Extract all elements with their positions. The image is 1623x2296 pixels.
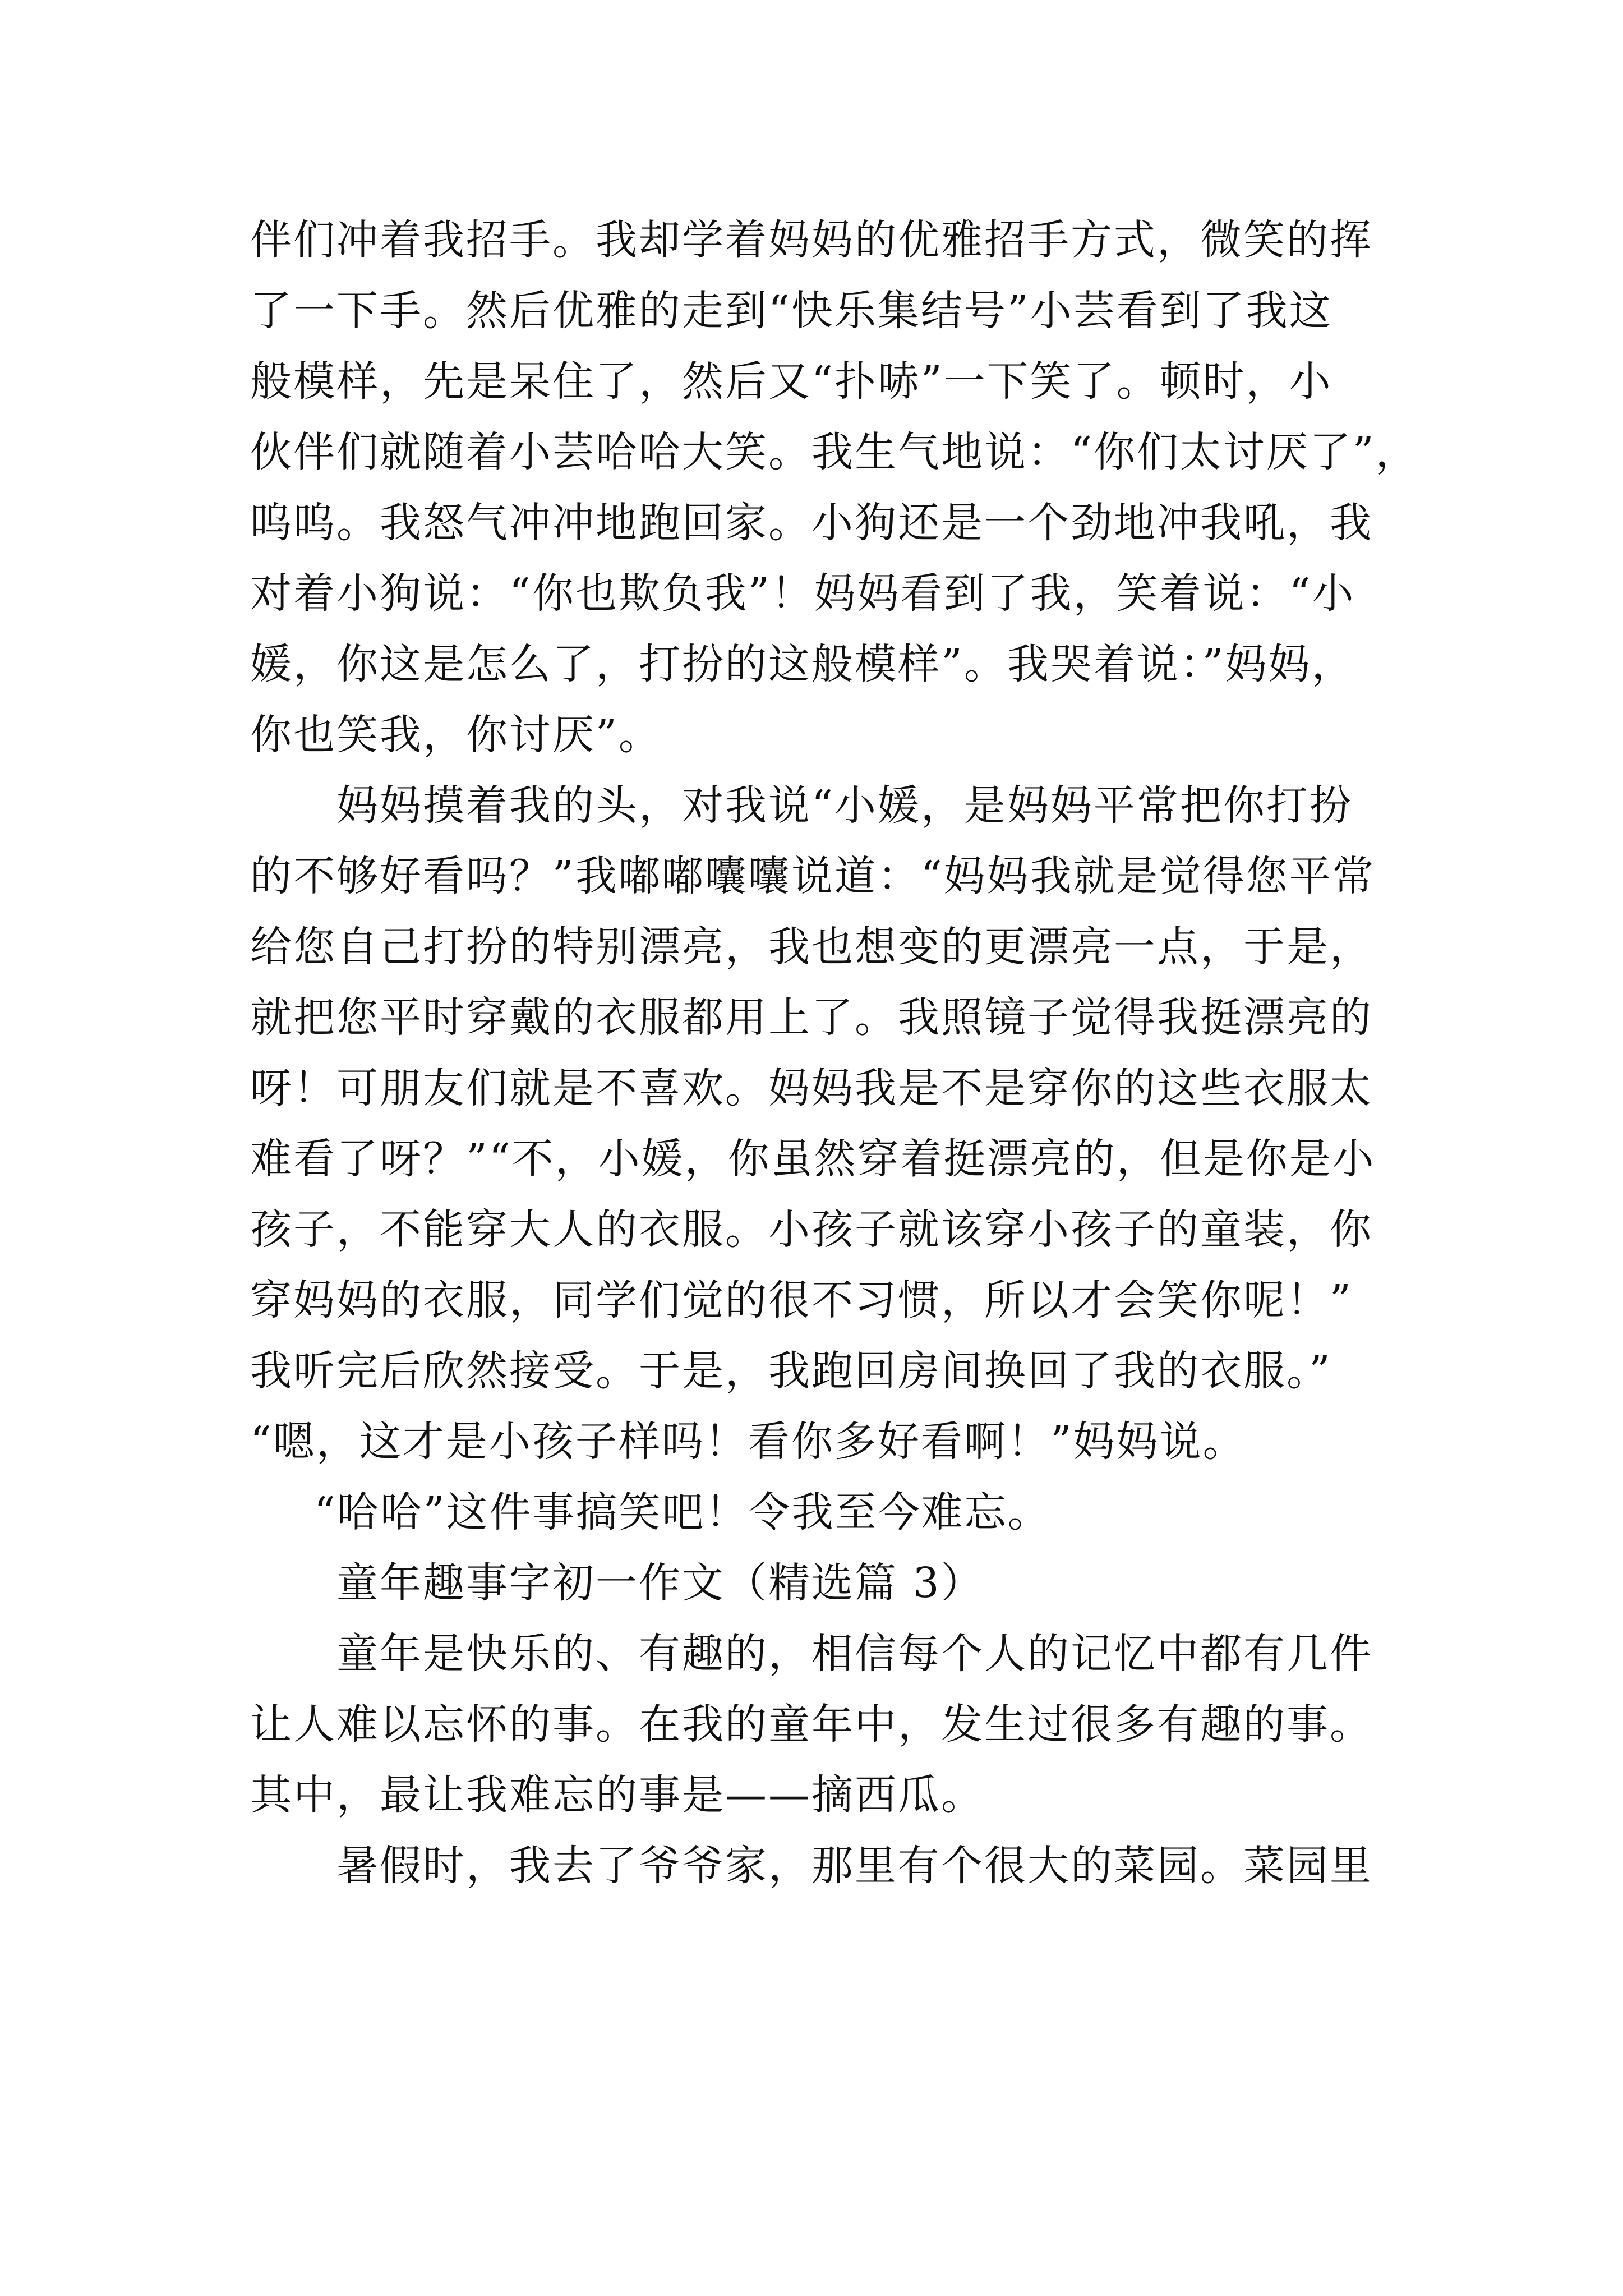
text-line: 难看了呀？”“不，小媛，你虽然穿着挺漂亮的，但是你是小 (250, 1135, 1376, 1183)
text-line: 让人难以忘怀的事。在我的童年中，发生过很多有趣的事。 (250, 1700, 1373, 1749)
text-line: 给您自己打扮的特别漂亮，我也想变的更漂亮一点，于是， (250, 923, 1373, 971)
text-line: 孩子，不能穿大人的衣服。小孩子就该穿小孩子的童装，你 (250, 1205, 1373, 1254)
text-line: 媛，你这是怎么了，打扮的这般模样”。我哭着说：”妈妈， (250, 640, 1355, 688)
paragraph-start-line: 妈妈摸着我的头，对我说“小媛，是妈妈平常把你打扮 (336, 781, 1353, 830)
text-line: “嗯，这才是小孩子样吗！看你多好看啊！”妈妈说。 (250, 1418, 1246, 1466)
text-line: 我听完后欣然接受。于是，我跑回房间换回了我的衣服。” (250, 1347, 1332, 1395)
text-line: 伙伴们就随着小芸哈哈大笑。我生气地说：“你们太讨厌了”， (250, 428, 1419, 476)
text-line: 了一下手。然后优雅的走到“快乐集结号”小芸看到了我这 (250, 287, 1332, 335)
text-line: 呜呜。我怒气冲冲地跑回家。小狗还是一个劲地冲我吼，我 (250, 499, 1373, 547)
text-line: 穿妈妈的衣服，同学们觉的很不习惯，所以才会笑你呢！” (250, 1276, 1353, 1324)
paragraph-start-line: 童年是快乐的、有趣的，相信每个人的记忆中都有几件 (336, 1630, 1373, 1678)
text-line: 就把您平时穿戴的衣服都用上了。我照镜子觉得我挺漂亮的 (250, 993, 1373, 1042)
paragraph-start-line: 暑假时，我去了爷爷家，那里有个很大的菜园。菜园里 (336, 1842, 1373, 1890)
text-line: 的不够好看吗？”我嘟嘟囔囔说道：“妈妈我就是觉得您平常 (250, 852, 1376, 900)
paragraph-start-line: “哈哈”这件事搞笑吧！令我至今难忘。 (314, 1488, 1051, 1536)
text-line: 其中，最让我难忘的事是——摘西瓜。 (250, 1771, 984, 1819)
text-line: 伴们冲着我招手。我却学着妈妈的优雅招手方式，微笑的挥 (250, 216, 1373, 264)
section-heading: 童年趣事字初一作文（精选篇 3） (336, 1559, 984, 1607)
text-line: 呀！可朋友们就是不喜欢。妈妈我是不是穿你的这些衣服太 (250, 1064, 1373, 1112)
text-line: 般模样，先是呆住了，然后又“扑哧”一下笑了。顿时，小 (250, 357, 1332, 406)
text-line: 对着小狗说：“你也欺负我”！妈妈看到了我，笑着说：“小 (250, 569, 1355, 618)
text-line: 你也笑我，你讨厌”。 (250, 711, 662, 759)
